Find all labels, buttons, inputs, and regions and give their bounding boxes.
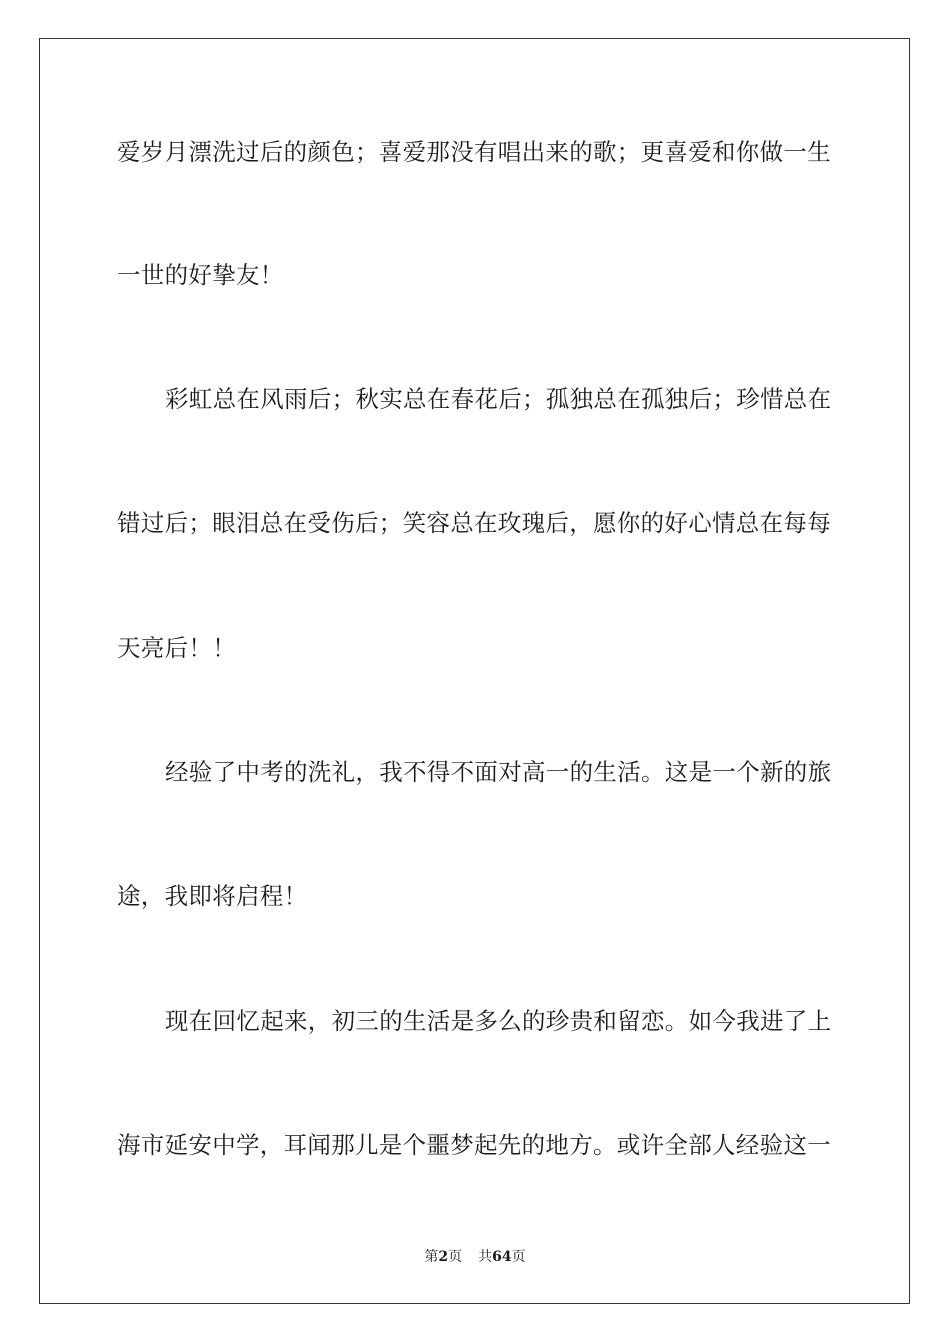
page-prefix: 第 — [424, 1249, 439, 1265]
page-frame — [39, 38, 910, 1304]
text-line-7: 途，我即将启程！ — [117, 882, 308, 910]
page-number: 2 — [438, 1249, 449, 1265]
text-line-1: 爱岁月漂洗过后的颜色；喜爱那没有唱出来的歌；更喜爱和你做一生 — [117, 138, 831, 166]
page-suffix: 页 — [448, 1249, 463, 1265]
total-pages: 64 — [492, 1249, 512, 1265]
total-prefix: 共 — [478, 1249, 493, 1265]
text-line-5: 天亮后！！ — [117, 634, 236, 662]
page-footer — [0, 1248, 950, 1266]
text-line-9: 海市延安中学，耳闻那儿是个噩梦起先的地方。或许全部人经验这一 — [117, 1131, 831, 1159]
text-line-8: 现在回忆起来，初三的生活是多么的珍贵和留恋。如今我进了上 — [165, 1007, 832, 1035]
text-line-3: 彩虹总在风雨后；秋实总在春花后；孤独总在孤独后；珍惜总在 — [165, 385, 832, 413]
text-line-2: 一世的好挚友！ — [117, 261, 284, 289]
total-suffix: 页 — [511, 1249, 526, 1265]
text-line-4: 错过后；眼泪总在受伤后；笑容总在玫瑰后，愿你的好心情总在每每 — [117, 509, 831, 537]
text-line-6: 经验了中考的洗礼，我不得不面对高一的生活。这是一个新的旅 — [165, 758, 832, 786]
